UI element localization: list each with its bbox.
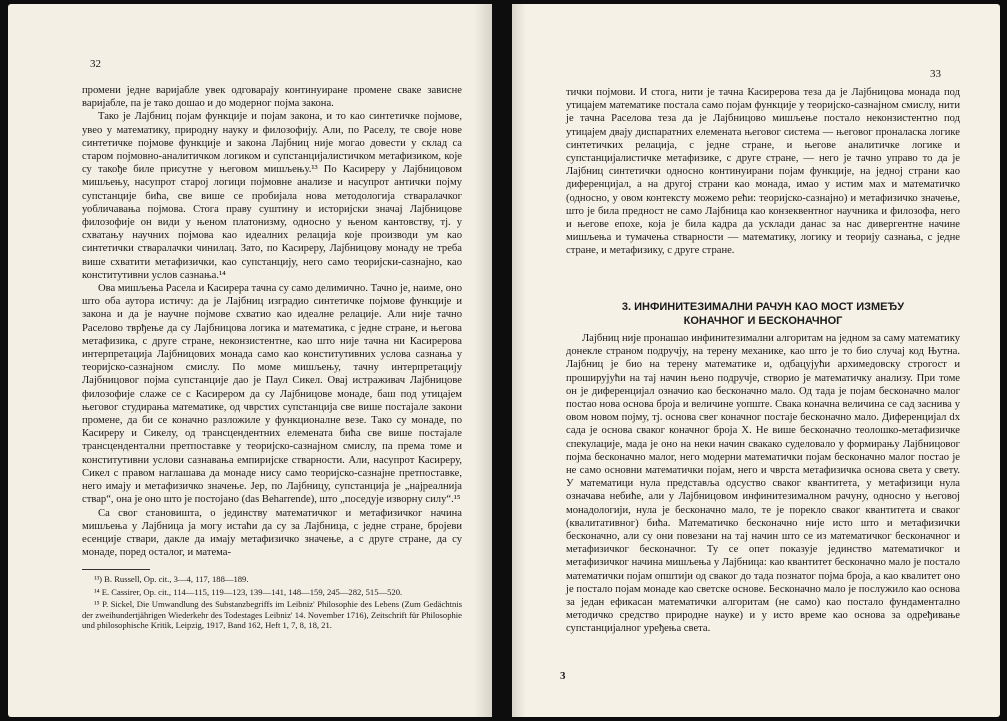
footnote-15: ¹⁵ P. Sickel, Die Umwandlung des Substanzbegriffs im Leibniz' Philosophie des Lebens (Zum Gedächtnis der zweihundertjährigen Wiederkehr des Todestages Leibniz' 14. November 1716), Zeitschrift für Philosophie und philosophische Kritik, Leipzig, 1917, Band 162, Heft 1, 7, 8, 18, 21. [82,599,462,631]
right-top-paragraph [566,86,960,258]
left-paragraph-3: Ова мишљења Расела и Касирера тачна су само делимично. Тачно је, наиме, оно што оба аутора истичу: да је Лајбниц изградио синтетичке појмове функције и закона и да је научне појмове схватио као идеалне релације. Али није тачно Раселово тврђење да су Лајбницова логика и математика, с једне стране, и његова метафизика, с друге стране, неконзистентне, као што није тачна ни Касирерова интерпретација Лајбницових монада само као конститутивних услова сазнања у теоријско-сазнајном смислу. По моме мишљењу, тачну интерпретацију Лајбницовог појма супстанције дао је Паул Сикел. Овај истраживач Лајбницове филозофије слаже се с Касирером да су Лајбницове монаде, баш под утицајем његовог студирања математике, од чврстих супстанција све више постајале закони промене, да би се коначно разложиле у функционалне везе. Тако су монаде, по Касиреру и Сикелу, од трансцендентних елемената бића све више постајале трансцендентални претпоставке у теоријско-сазнајном смислу, па према томе и конститутивни услови сазнавања емпиријске стварности. Али, насупрот Касиреру, Сикел с правом наглашава да монаде нису само теоријско-сазнајне претпоставке, него имају и метафизичко значење. Јер, по Лајбницу, супстанција је „најреалнија ствар“, она је оно што је постојано (das Beharrende), што „поседује изворну силу“.¹⁵ [82,283,462,506]
footnote-14: ¹⁴ E. Cassirer, Op. cit., 114—115, 119—123, 139—141, 148—159, 245—282, 515—520. [94,586,403,597]
right-paragraph-2: Лајбниц није пронашао инфинитезимални алгоритам на једном за саму математику донекле страном подручју, на терену механике, као што је то био случај код Њутна. Лајбниц је био на терену математике и, одбацујући архимедовску строгост и проширујући на тај начин њено подручје, створио је математичку анализу. При томе он је диференцијал означио као бесконачно мало. Од тада је појам бесконачно малог постао нова основа броја и величине уопште. Свака коначна величина се сад заснива у овом новом појму, тј. основа свег коначног постаје бесконачно мало. Диференцијал dx сада је основа сваког коначног броја X. Не више бесконачно теолошко-метафизичке спекулације, мада је оно на неки начин свакако суделовало у формирању Лајбницовог појма бесконачно малог, него модерни математички појам бесконачно малог постао је не само основни математички појам, него и чврста метафизичка основа света у свету. У математици нула представља одсуство сваког квантитета, у метафизици нула означава небиће, али у Лајбницовом инфинитезималном рачуну, односно у његовој монадологији, нула је бесконачно мало, те је порекло сваког квантитета и сваког (квалитативног) бића. Математичко бесконачно није исто што и метафизички бесконачно, али су они повезани на тај начин што се из математичког бесконачног и метафизичког бесконачног. Ту се опет показује јединство математичког и метафизичког начина мишљења у Лајбница: као квантитет бесконачно мало је постало математички појам општији од сваког до тада познатог појма броја, а као квалитет оно је постало појам монаде као светске основе. Бесконачно мало је послужило као основа за један ефикасан математички алгоритам (не само) као постало фундаментално методичко средство природне науке) и у исто време као основа за одређивање супстанцијалног уређења света. [566,333,960,635]
left-page-number: 32 [90,58,101,70]
section-heading-line-1: 3. ИНФИНИТЕЗИМАЛНИ РАЧУН КАО МОСТ ИЗМЕЂУ [621,301,905,313]
footnote-divider [82,569,150,570]
footnotes [82,574,462,633]
right-paragraph-1: тички појмови. И стога, нити је тачна Касирерова теза да је Лајбницова монада под утицајем математике постала само појам функције у теоријско-сазнајном смислу, нити је тачна Раселова теза да је Лајбницово мишљење постало неконзистентно под утицајем двају диспаратних елемената његовог система — његовог проналаска логике синтетичких релација, с једне стране, и његове аналитичке логике и супстанцијалистичке метафизике, с друге стране, — него је тачно управо то да је Лајбниц синтетички односно континуирани појам функције, на једној страни као диференцијал, а на другој страни као монада, имао у истим мах и математичко (односно, у овом контексту можемо рећи: теоријско-сазнајно) и метафизичко значење, што је била предност не само Лајбница као конзеквентног научника и филозофа, него и његове епохе, која је била кадра да усклади данас за нас дивергентне начине мишљења и тумачења стварности — математику, логику и теорију сазнања, с једне стране, и метафизику, с друге стране. [566,87,960,257]
section-heading [566,300,960,328]
right-section-body [566,332,960,636]
left-gutter-shadow [474,4,492,717]
left-paragraph-2: Тако је Лајбниц појам функције и појам закона, и то као синтетичке појмове, увео у математику, природну науку и филозофију. Али, по Раселу, те своје нове синтетичке појмове функције и закона Лајбниц није могао довести у склад са старом појмовно-аналитичком логиком и супстанцијалистичком метафизиком, које су такође биле присутне у његовом мишљењу.¹³ По Касиреру у Лајбницовом мишљењу, насупрот старој логици појмовне анализе и насупрот антички појму супстанције бића, све више се пробијала нова методологија стваралачког уобличавања појмова. Стога праву суштину и историјски значај Лајбницове филозофије он види у њеном платонизму, односно у њеном кантовству, тј. у схватању научних појмова као идеалних релација које производи ум као синтетички стваралачки чинилац. Зато, по Касиреру, Лајбницову монаду не треба више схватити метафизички, као супстанцију, него само теоријски-сазнајно, као конститутивни услов сазнања.¹⁴ [82,111,462,281]
left-paragraph-1: промени једне варијабле увек одговарају континуиране промене сваке зависне варијабле, па је тако дошао и до модерног појма закона. [82,85,462,110]
right-page [512,4,1000,717]
left-page [8,4,492,717]
footnote-13: ¹³) B. Russell, Op. cit., 3—4, 117, 188—189. [94,574,249,584]
section-heading-line-2: КОНАЧНОГ И БЕСКОНАЧНОГ [683,315,843,327]
left-body-text [82,84,462,559]
signature-mark: 3 [560,670,566,682]
right-page-number: 33 [930,68,941,80]
left-paragraph-4: Са свог становишта, о јединству математичког и метафизичког начина мишљења у Лајбница ја могу истаћи да су за Лајбница, с једне стране, бројеви есенције ствари, дакле да имају метафизичко значење, а с друге стране, да су монаде, поред осталог, и матема- [82,507,462,559]
right-gutter-shadow [512,4,526,717]
